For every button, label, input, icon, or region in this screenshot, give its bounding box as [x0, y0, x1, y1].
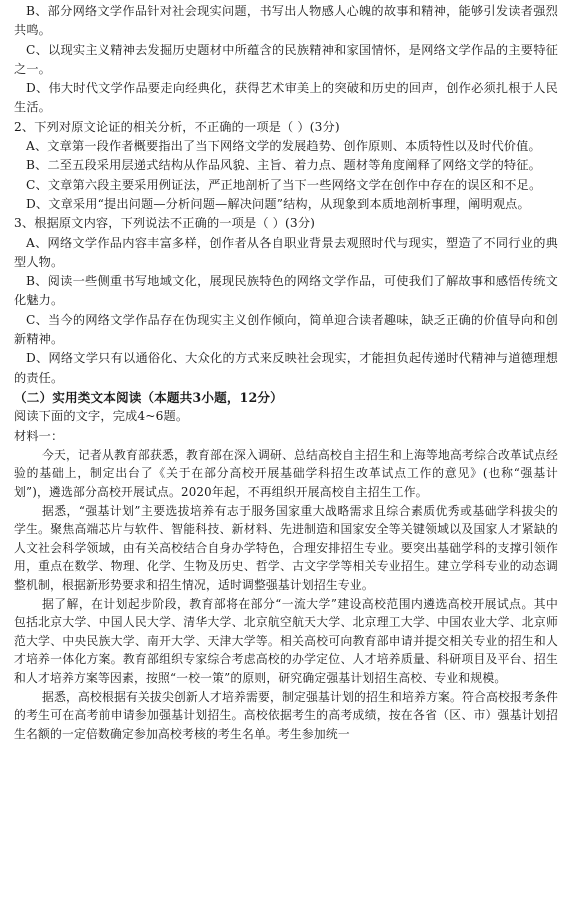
instruction: 阅读下面的文字，完成4~6题。: [14, 409, 189, 424]
q2-stem: 2、下列对原文论证的相关分析，不正确的一项是（ ）(3分): [14, 119, 340, 134]
q3-stem: 3、根据原文内容，下列说法不正确的一项是（ ）(3分): [14, 216, 316, 231]
q3-option-c: C、当今的网络文学作品存在伪现实主义创作倾向，简单迎合读者趣味，缺乏正确的价值导向和创新精神。: [14, 312, 558, 347]
q2-option-b: B、二至五段采用层递式结构从作品风貌、主旨、着力点、题材等角度阐释了网络文学的特征。: [26, 158, 541, 173]
material-paragraph-1: 今天，记者从教育部获悉，教育部在深入调研、总结高校自主招生和上海等地高考综合改革试点经验的基础上，制定出台了《关于在部分高校开展基础学科招生改革试点工作的意见》(也称“强基计划”)，遴选部分高校开展试点。2020年起，不再组织开展高校自主招生工作。: [14, 447, 558, 500]
material-paragraph-3: 据了解，在计划起步阶段，教育部将在部分“一流大学”建设高校范围内遴选高校开展试点。其中包括北京大学、中国人民大学、清华大学、北京航空航天大学、北京理工大学、中国农业大学、北京师范大学、中央民族大学、南开大学、天津大学等。相关高校可向教育部申请并提交相关专业的招生和人才培养一体化方案。教育部组织专家综合考虑高校的办学定位、人才培养质量、科研项目及平台、招生和人才培养方案等因素，按照“一校一策”的原则，研究确定强基计划招生高校、专业和规模。: [14, 596, 558, 685]
q1-option-b: B、部分网络文学作品针对社会现实问题，书写出人物感人心魄的故事和精神，能够引发读者强烈共鸣。: [14, 4, 558, 38]
section-title: （二）实用类文本阅读（本题共3小题，12分）: [14, 389, 283, 405]
q2-option-a: A、文章第一段作者概要指出了当下网络文学的发展趋势、创作原则、本质特性以及时代价值。: [26, 139, 541, 154]
q3-option-b: B、阅读一些侧重书写地域文化，展现民族特色的网络文学作品，可使我们了解故事和感悟传统文化魅力。: [14, 274, 558, 308]
material-label: 材料一：: [14, 428, 64, 443]
q3-option-a: A、网络文学作品内容丰富多样，创作者从各自职业背景去观照时代与现实，塑造了不同行业的典型人物。: [14, 235, 558, 269]
material-paragraph-2: 据悉，“强基计划”主要选拔培养有志于服务国家重大战略需求且综合素质优秀或基础学科拔尖的学生。聚焦高端芯片与软件、智能科技、新材料、先进制造和国家安全等关键领域以及国家人才紧缺的人文社会科学领域，由有关高校结合自身办学特色，合理安排招生专业。要突出基础学科的支撑引领作用，重点在数学、物理、化学、生物及历史、哲学、古文字学等相关专业招生。建立学科专业的动态调整机制，根据新形势要求和招生情况，适时调整强基计划招生专业。: [14, 503, 558, 592]
q1-option-d: D、伟大时代文学作品要走向经典化，获得艺术审美上的突破和历史的回声，创作必须扎根于人民生活。: [14, 81, 558, 115]
material-paragraph-4: 据悉，高校根据有关拔尖创新人才培养需要，制定强基计划的招生和培养方案。符合高校报考条件的考生可在高考前申请参加强基计划招生。高校依据考生的高考成绩，按在各省（区、市）强基计划招生名额的一定倍数确定参加高校考核的考生名单。考生参加统一: [14, 689, 558, 741]
q2-option-c: C、文章第六段主要采用例证法，严正地剖析了当下一些网络文学在创作中存在的误区和不足。: [26, 177, 542, 192]
q2-option-d: D、文章采用“提出问题—分析问题—解决问题”结构，从现象到本质地剖析事理，阐明观点。: [26, 196, 530, 211]
q1-option-c: C、以现实主义精神去发掘历史题材中所蕴含的民族精神和家国情怀，是网络文学作品的主要特征之一。: [14, 42, 558, 76]
q3-option-d: D、网络文学只有以通俗化、大众化的方式来反映社会现实，才能担负起传递时代精神与道德理想的责任。: [14, 351, 558, 385]
